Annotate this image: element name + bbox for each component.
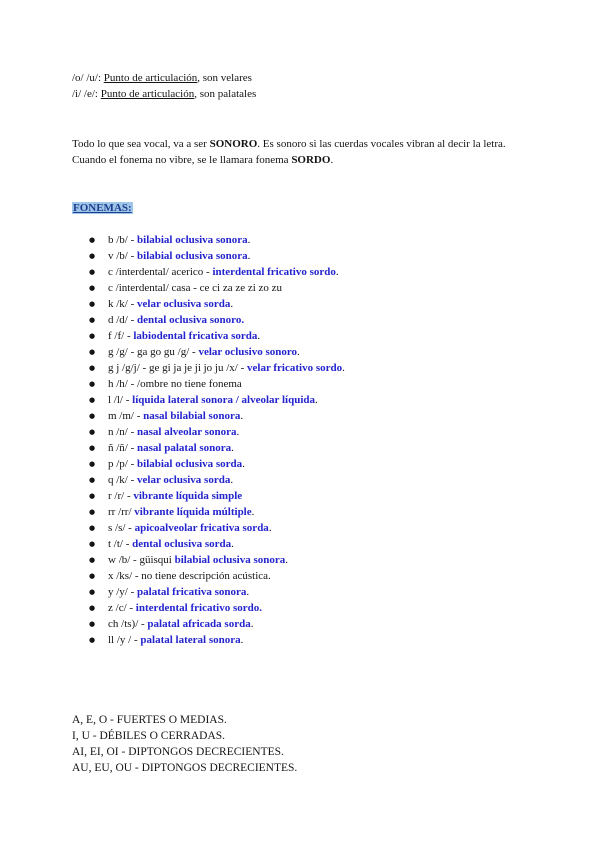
phoneme-item	[72, 584, 528, 600]
phoneme-description: bilabial oclusiva sonora	[137, 250, 248, 262]
phoneme-description: bilabial oclusiva sorda	[137, 458, 243, 470]
phoneme-description: velar oclusiva sorda	[137, 474, 231, 486]
phoneme-symbol: n /n/ -	[108, 426, 138, 438]
phoneme-item	[72, 424, 528, 440]
articulation-line-palatales	[72, 86, 528, 102]
bullet-icon: ●	[89, 476, 96, 484]
bullet-icon: ●	[89, 316, 96, 324]
bullet-icon: ●	[89, 636, 96, 644]
phoneme-description: vibrante líquida múltiple	[134, 506, 252, 518]
paragraph-text: . Es sonoro si las cuerdas vocales vibran al decir la letra.	[257, 138, 506, 150]
underlined-term: Punto de articulación	[100, 88, 195, 100]
phoneme-item	[72, 536, 528, 552]
bullet-icon: ●	[89, 524, 96, 532]
phoneme-description: bilabial oclusiva sonora	[137, 234, 248, 246]
phoneme-symbol: m /m/ -	[108, 410, 144, 422]
phoneme-symbol: ñ /ñ/ -	[108, 442, 138, 454]
phoneme-symbol: rr /rr/	[108, 506, 135, 518]
bullet-icon: ●	[89, 284, 96, 292]
phoneme-symbol: f /f/ -	[108, 330, 134, 342]
bullet-icon: ●	[89, 412, 96, 420]
phoneme-punctuation: .	[242, 458, 245, 470]
vowel-line: I, U - DÉBILES O CERRADAS.	[72, 730, 226, 742]
phoneme-symbol: v /b/ -	[108, 250, 138, 262]
phoneme-symbol: r /r/ -	[108, 490, 134, 502]
phoneme-item	[72, 472, 528, 488]
phoneme-item	[72, 616, 528, 632]
paragraph-text: Todo lo que sea vocal, va a ser	[72, 138, 210, 150]
phoneme-symbol: k /k/ -	[108, 298, 138, 310]
phoneme-item	[72, 504, 528, 520]
phoneme-description: vibrante líquida simple	[133, 490, 243, 502]
phoneme-symbol: z /c/ -	[108, 602, 136, 614]
bullet-icon: ●	[89, 380, 96, 388]
phoneme-punctuation: .	[240, 634, 244, 646]
bullet-icon: ●	[89, 620, 96, 628]
bullet-icon: ●	[89, 332, 96, 340]
bullet-icon: ●	[89, 236, 96, 244]
vowel-line: A, E, O - FUERTES O MEDIAS.	[72, 714, 227, 726]
bullet-icon: ●	[89, 444, 96, 452]
phoneme-symbol: h /h/ - /ombre no tiene fonema	[108, 378, 242, 390]
phoneme-punctuation: .	[257, 330, 261, 342]
phoneme-description: nasal palatal sonora	[137, 442, 232, 454]
phoneme-punctuation: .	[247, 250, 251, 262]
phoneme-punctuation: .	[246, 586, 250, 598]
phoneme-symbol: c /interdental/ casa - ce ci za ze zi zo zu	[108, 282, 283, 294]
phoneme-description: bilabial oclusiva sonora	[174, 554, 286, 566]
phoneme-item	[72, 440, 528, 456]
phoneme-description: dental oclusiva sonoro.	[137, 314, 245, 326]
phoneme-description: velar oclusivo sonoro	[198, 346, 298, 358]
phoneme-description: dental oclusiva sorda	[132, 538, 232, 550]
phoneme-symbol: s /s/ -	[108, 522, 135, 534]
phoneme-punctuation: .	[236, 426, 240, 438]
phoneme-item	[72, 456, 528, 472]
bullet-icon: ●	[89, 396, 96, 404]
phoneme-description: velar fricativo sordo	[247, 362, 343, 374]
bullet-icon: ●	[89, 428, 96, 436]
phoneme-punctuation: .	[335, 266, 339, 278]
bullet-icon: ●	[89, 604, 96, 612]
phoneme-item	[72, 392, 528, 408]
vowel-pair-label: /o/ /u/:	[72, 72, 104, 84]
bullet-icon: ●	[89, 268, 96, 276]
paragraph-sordo	[72, 152, 528, 168]
bullet-icon: ●	[89, 588, 96, 596]
phoneme-item	[72, 376, 528, 392]
paragraph-text: Cuando el fonema no vibre, se le llamara fonema	[72, 154, 292, 166]
phoneme-item	[72, 296, 528, 312]
bold-term-sonoro: SONORO	[209, 138, 258, 150]
phoneme-symbol: g j /g/j/ - ge gi ja je ji jo ju /x/ -	[108, 362, 248, 374]
phoneme-symbol: y /y/ -	[108, 586, 138, 598]
phoneme-description: palatal fricativa sonora	[137, 586, 247, 598]
phoneme-item	[72, 312, 528, 328]
phoneme-punctuation: .	[285, 554, 289, 566]
phoneme-description: líquida lateral sonora / alveolar líquida	[132, 394, 315, 406]
phoneme-description: nasal alveolar sonora	[137, 426, 237, 438]
vowel-line: AU, EU, OU - DIPTONGOS DECRECIENTES.	[72, 762, 298, 774]
phoneme-symbol: g /g/ - ga go gu /g/ -	[108, 346, 199, 358]
articulation-value: , son velares	[197, 72, 252, 84]
bullet-icon: ●	[89, 252, 96, 260]
phoneme-description: interdental fricativo sordo	[212, 266, 336, 278]
phoneme-punctuation: .	[231, 538, 234, 550]
phoneme-description: palatal africada sorda	[147, 618, 251, 630]
phoneme-item	[72, 360, 528, 376]
articulation-value: , son palatales	[194, 88, 257, 100]
phoneme-item	[72, 568, 528, 584]
phoneme-punctuation: .	[315, 394, 318, 406]
vowel-line: AI, EI, OI - DIPTONGOS DECRECIENTES.	[72, 746, 284, 758]
phoneme-symbol: x /ks/ - no tiene descripción acústica.	[108, 570, 271, 582]
phoneme-symbol: c /interdental/ acerico -	[108, 266, 213, 278]
bullet-icon: ●	[89, 540, 96, 548]
bold-term-sordo: SORDO	[291, 154, 331, 166]
phoneme-item	[72, 264, 528, 280]
phoneme-description: labiodental fricativa sorda	[133, 330, 258, 342]
phoneme-description: apicoalveolar fricativa sorda	[134, 522, 269, 534]
phoneme-description: palatal lateral sonora	[140, 634, 241, 646]
phoneme-symbol: p /p/ -	[108, 458, 138, 470]
phoneme-item	[72, 248, 528, 264]
phoneme-item	[72, 232, 528, 248]
underlined-term: Punto de articulación	[103, 72, 198, 84]
bullet-icon: ●	[89, 460, 96, 468]
phoneme-item	[72, 280, 528, 296]
phoneme-symbol: w /b/ - güisqui	[108, 554, 175, 566]
bullet-icon: ●	[89, 300, 96, 308]
section-title: FONEMAS:	[73, 202, 132, 214]
phoneme-punctuation: .	[268, 522, 272, 534]
phoneme-list	[72, 232, 528, 648]
phoneme-symbol: l /l/ -	[108, 394, 133, 406]
sonority-explanation	[72, 136, 528, 168]
bullet-icon: ●	[89, 364, 96, 372]
phoneme-punctuation: .	[230, 474, 234, 486]
phoneme-item	[72, 552, 528, 568]
phoneme-punctuation: .	[230, 298, 234, 310]
phoneme-punctuation: .	[247, 234, 251, 246]
phoneme-punctuation: .	[250, 618, 254, 630]
bullet-icon: ●	[89, 572, 96, 580]
bullet-icon: ●	[89, 508, 96, 516]
bullet-icon: ●	[89, 348, 96, 356]
phoneme-item	[72, 520, 528, 536]
phoneme-item	[72, 328, 528, 344]
phoneme-punctuation: .	[231, 442, 234, 454]
bullet-icon: ●	[89, 492, 96, 500]
articulation-line-velares	[72, 70, 528, 86]
phoneme-symbol: d /d/ -	[108, 314, 138, 326]
phoneme-punctuation: .	[297, 346, 300, 358]
phoneme-item	[72, 488, 528, 504]
phoneme-item	[72, 408, 528, 424]
phoneme-description: nasal bilabial sonora	[143, 410, 241, 422]
phoneme-description: interdental fricativo sordo.	[135, 602, 262, 614]
phoneme-item	[72, 344, 528, 360]
phoneme-symbol: b /b/ -	[108, 234, 138, 246]
phoneme-punctuation: .	[251, 506, 255, 518]
phoneme-punctuation: .	[342, 362, 345, 374]
paragraph-text: .	[330, 154, 334, 166]
phoneme-punctuation: .	[240, 410, 244, 422]
bullet-icon: ●	[89, 556, 96, 564]
phoneme-symbol: ch /ts)/ -	[108, 618, 148, 630]
vowel-pair-label: /i/ /e/:	[72, 88, 101, 100]
phoneme-description: velar oclusiva sorda	[137, 298, 231, 310]
fonemas-heading	[72, 200, 528, 216]
phoneme-list-container	[72, 232, 528, 648]
articulation-notes	[72, 70, 528, 102]
phoneme-symbol: t /t/ -	[108, 538, 133, 550]
phoneme-symbol: q /k/ -	[108, 474, 138, 486]
vowel-classification	[72, 712, 528, 776]
phoneme-item	[72, 632, 528, 648]
phoneme-symbol: ll /y / -	[108, 634, 141, 646]
paragraph-sonoro	[72, 136, 528, 152]
phoneme-item	[72, 600, 528, 616]
